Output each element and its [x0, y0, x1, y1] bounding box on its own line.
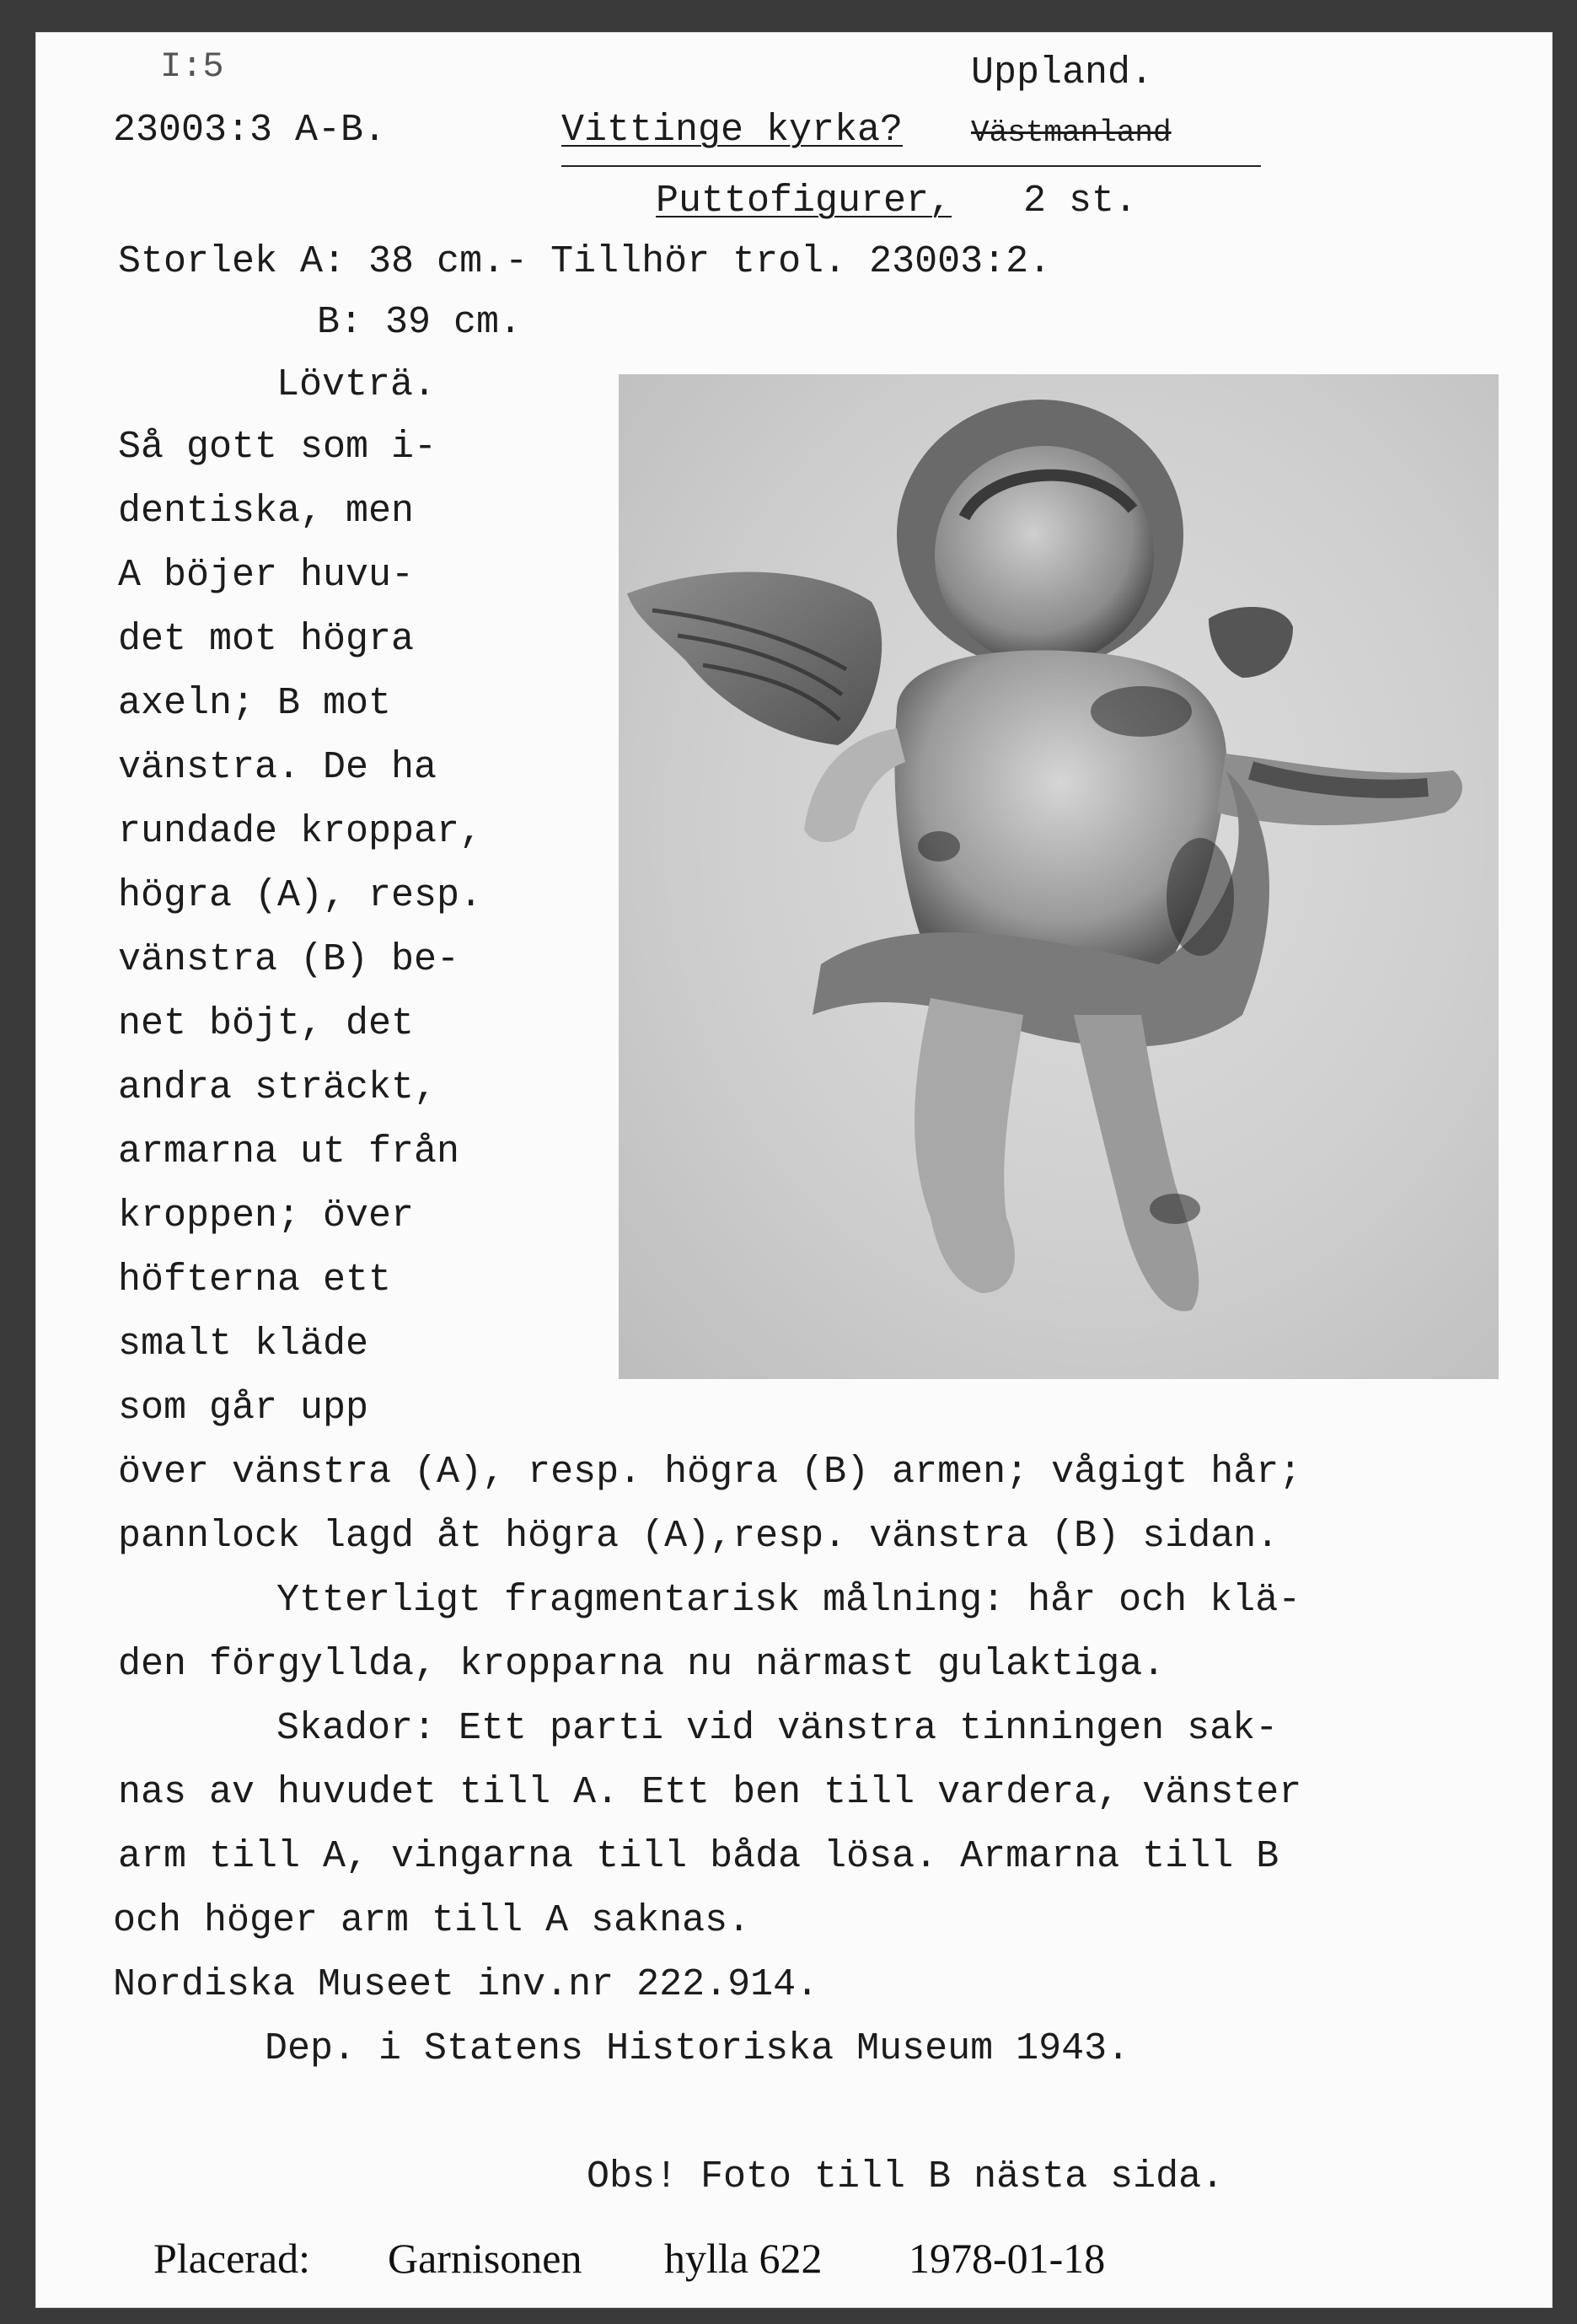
object-title: Puttofigurer, [656, 180, 952, 223]
wide-line-6: nas av huvudet till A. Ett ben till vardera, vänster [118, 1771, 1302, 1814]
desc-line-13: armarna ut från [118, 1130, 460, 1173]
wide-line-7: arm till A, vingarna till båda lösa. Armarna till B [118, 1835, 1279, 1878]
location: Vittinge kyrka? [561, 109, 904, 152]
placement-place: Garnisonen [388, 2235, 582, 2282]
cherub-putto-icon [619, 374, 1499, 1379]
cherub-photo [619, 374, 1499, 1379]
desc-line-15: höfterna ett [118, 1259, 392, 1302]
wide-line-3: Ytterligt fragmentarisk målning: hår och klä- [276, 1579, 1301, 1622]
desc-line-6: axeln; B mot [118, 682, 392, 725]
catalog-number: 23003:3 A-B. [113, 109, 387, 152]
desc-line-17: som går upp [118, 1387, 369, 1430]
inventory-line: Nordiska Museet inv.nr 222.914. [113, 1963, 819, 2006]
desc-line-2: Så gott som i- [118, 426, 437, 469]
object-count: 2 st. [1023, 180, 1138, 223]
wide-line-4: den förgyllda, kropparna nu närmast gulaktiga. [118, 1643, 1166, 1686]
wide-line-1: över vänstra (A), resp. högra (B) armen; vågigt hår; [118, 1451, 1302, 1494]
wide-line-8: och höger arm till A saknas. [113, 1899, 751, 1942]
desc-line-5: det mot högra [118, 618, 415, 661]
desc-line-11: net böjt, det [118, 1002, 415, 1045]
deposit-line: Dep. i Statens Historiska Museum 1943. [265, 2027, 1130, 2070]
placement-label: Placerad: [153, 2235, 311, 2282]
desc-line-16: smalt kläde [118, 1323, 369, 1366]
wide-line-2: pannlock lagd åt högra (A),resp. vänstra (B) sidan. [118, 1515, 1279, 1558]
placement-shelf: hylla 622 [664, 2235, 823, 2282]
desc-line-9: högra (A), resp. [118, 874, 483, 917]
desc-line-12: andra sträckt, [118, 1066, 437, 1109]
desc-line-10: vänstra (B) be- [118, 938, 460, 981]
desc-line-8: rundade kroppar, [118, 810, 483, 853]
size-line-a: Storlek A: 38 cm.- Tillhör trol. 23003:2. [118, 240, 1052, 283]
desc-line-7: vänstra. De ha [118, 746, 437, 789]
desc-line-4: A böjer huvu- [118, 554, 415, 597]
desc-line-3: dentiska, men [118, 490, 415, 533]
size-line-b: B: 39 cm. [317, 301, 523, 344]
catalog-card [35, 32, 1553, 2308]
photo-note: Obs! Foto till B nästa sida. [587, 2155, 1225, 2198]
desc-line-1: Lövträ. [276, 363, 437, 406]
corner-mark: I:5 [160, 46, 224, 87]
region: Uppland. [971, 51, 1154, 94]
location-underline [561, 165, 1261, 167]
desc-line-14: kroppen; över [118, 1194, 415, 1237]
wide-line-5: Skador: Ett parti vid vänstra tinningen sak- [276, 1707, 1279, 1750]
placement-date: 1978-01-18 [909, 2235, 1106, 2282]
struck-region: Västmanland [971, 115, 1172, 150]
